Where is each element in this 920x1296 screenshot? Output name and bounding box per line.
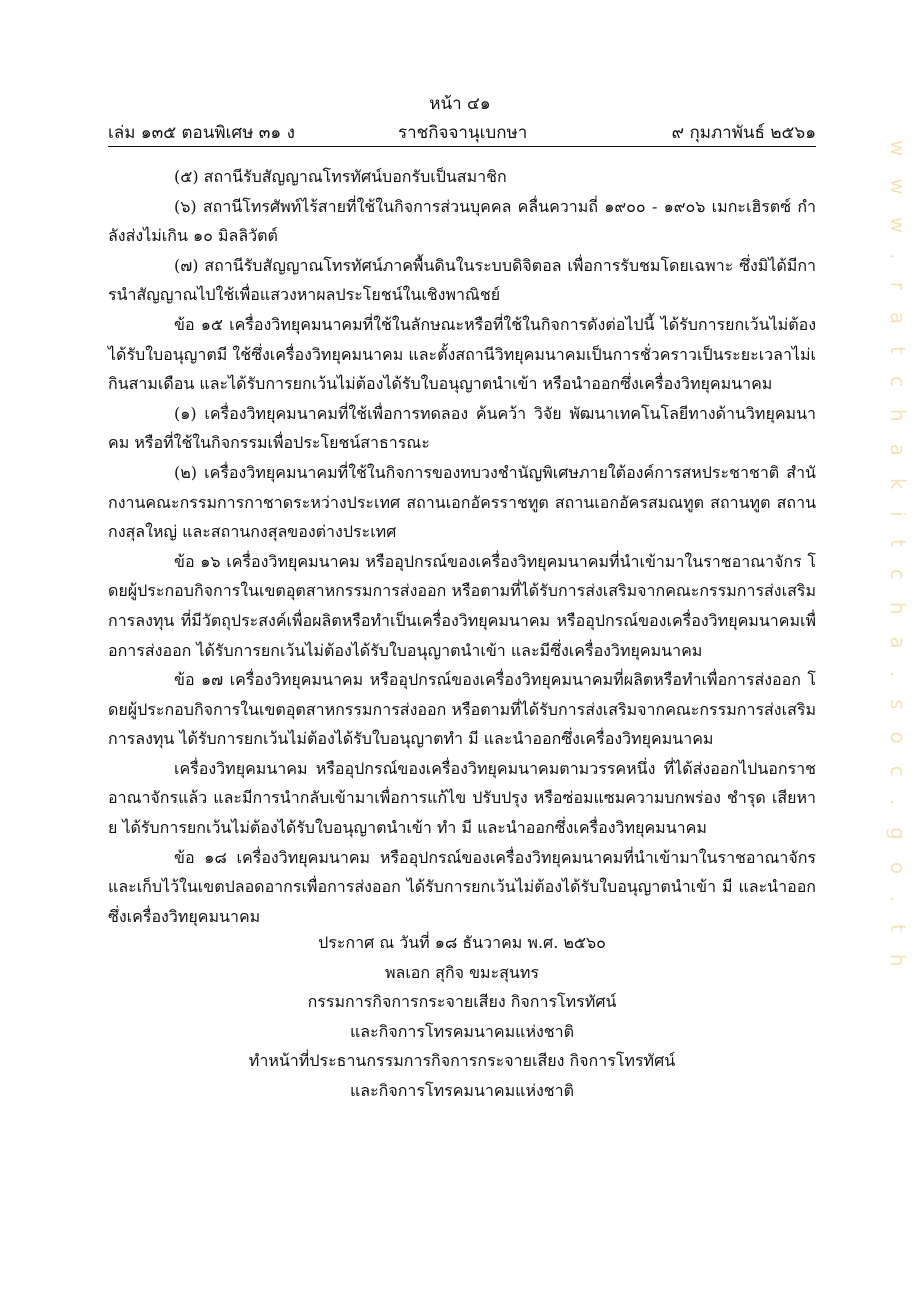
paragraph: (๖) สถานีโทรศัพท์ไร้สายที่ใช้ในกิจการส่วนบุคคล คลื่นความถี่ ๑๙๐๐ - ๑๙๐๖ เมกะเฮิรตซ์ กำลังส่งไม่เกิน ๑๐ มิลลิวัตต์: [108, 196, 816, 246]
gazette-header: [108, 119, 816, 143]
website-watermark: www.ratchakitcha.soc.go.th: [886, 140, 910, 989]
paragraph: ข้อ ๑๖ เครื่องวิทยุคมนาคม หรืออุปกรณ์ของเครื่องวิทยุคมนาคมที่นำเข้ามาในราชอาณาจักร โดยผู้ประกอบกิจการในเขตอุตสาหกรรมการส่งออก หรือตามที่ได้รับการส่งเสริมจากคณะกรรมการส่งเสริมการลงทุน ที่มีวัตถุประสงค์เพื่อผลิตหรือทำเป็นเครื่องวิทยุคมนาคม หรืออุปกรณ์ของเครื่องวิทยุคมนาคมเพื่อการส่งออก ได้รับการยกเว้นไม่ต้องได้รับใบอนุญาตนำเข้า และมีซึ่งเครื่องวิทยุคมนาคม: [108, 551, 816, 660]
signatory-name: พลเอก สุกิจ ขมะสุนทร: [384, 962, 540, 982]
paragraph: เครื่องวิทยุคมนาคม หรืออุปกรณ์ของเครื่องวิทยุคมนาคมตามวรรคหนึ่ง ที่ได้ส่งออกไปนอกราชอาณาจักรแล้ว และมีการนำกลับเข้ามาเพื่อการแก้ไข ปรับปรุง หรือซ่อมแซมความบกพร่อง ชำรุด เสียหาย ได้รับการยกเว้นไม่ต้องได้รับใบอนุญาตนำเข้า ทำ มี และนำออกซึ่งเครื่องวิทยุคมนาคม: [108, 758, 816, 838]
signatory-title: และกิจการโทรคมนาคมแห่งชาติ: [349, 1021, 575, 1041]
signature-block: [108, 928, 816, 1106]
paragraph: (๑) เครื่องวิทยุคมนาคมที่ใช้เพื่อการทดลอง ค้นคว้า วิจัย พัฒนาเทคโนโลยีทางด้านวิทยุคมนาคม หรือที่ใช้ในกิจกรรมเพื่อประโยชน์สาธารณะ: [108, 403, 816, 453]
signatory-title: กรรมการกิจการกระจายเสียง กิจการโทรทัศน์: [307, 992, 617, 1012]
page-number: หน้า ๔๑: [429, 94, 491, 114]
paragraph: (๒) เครื่องวิทยุคมนาคมที่ใช้ในกิจการของทบวงชำนัญพิเศษภายใต้องค์การสหประชาชาติ สำนักงานคณะกรรมการกาชาดระหว่างประเทศ สถานเอกอัครราชทูต สถานเอกอัครสมณทูต สถานทูต สถานกงสุลใหญ่ และสถานกงสุลของต่างประเทศ: [108, 462, 816, 542]
signatory-title: ทำหน้าที่ประธานกรรมการกิจการกระจายเสียง กิจการโทรทัศน์: [248, 1051, 676, 1071]
header-rule: [108, 146, 816, 147]
paragraph: ข้อ ๑๕ เครื่องวิทยุคมนาคมที่ใช้ในลักษณะหรือที่ใช้ในกิจการดังต่อไปนี้ ได้รับการยกเว้นไม่ต้องได้รับใบอนุญาตมี ใช้ซึ่งเครื่องวิทยุคมนาคม และตั้งสถานีวิทยุคมนาคมเป็นการชั่วคราวเป็นระยะเวลาไม่เกินสามเดือน และได้รับการยกเว้นไม่ต้องได้รับใบอนุญาตนำเข้า หรือนำออกซึ่งเครื่องวิทยุคมนาคม: [108, 314, 816, 394]
document-body: [108, 162, 816, 931]
paragraph: ข้อ ๑๗ เครื่องวิทยุคมนาคม หรืออุปกรณ์ของเครื่องวิทยุคมนาคมที่ผลิตหรือทำเพื่อการส่งออก โดยผู้ประกอบกิจการในเขตอุตสาหกรรมการส่งออก หรือตามที่ได้รับการส่งเสริมจากคณะกรรมการส่งเสริมการลงทุน ได้รับการยกเว้นไม่ต้องได้รับใบอนุญาตทำ มี และนำออกซึ่งเครื่องวิทยุคมนาคม: [108, 670, 816, 749]
volume-issue: เล่ม ๑๓๕ ตอนพิเศษ ๓๑ ง: [108, 123, 295, 143]
publication-date: ๙ กุมภาพันธ์ ๒๕๖๑: [671, 123, 816, 143]
paragraph: ข้อ ๑๘ เครื่องวิทยุคมนาคม หรืออุปกรณ์ของเครื่องวิทยุคมนาคมที่นำเข้ามาในราชอาณาจักร และเก็บไว้ในเขตปลอดอากรเพื่อการส่งออก ได้รับการยกเว้นไม่ต้องได้รับใบอนุญาตนำเข้า มี และนำออกซึ่งเครื่องวิทยุคมนาคม: [108, 847, 816, 926]
announcement-date: ประกาศ ณ วันที่ ๑๘ ธันวาคม พ.ศ. ๒๕๖๐: [318, 933, 606, 952]
paragraph: (๗) สถานีรับสัญญาณโทรทัศน์ภาคพื้นดินในระบบดิจิตอล เพื่อการรับชมโดยเฉพาะ ซึ่งมิได้มีการนำสัญญาณไปใช้เพื่อแสวงหาผลประโยชน์ในเชิงพาณิชย์: [108, 255, 816, 305]
paragraph: (๕) สถานีรับสัญญาณโทรทัศน์บอกรับเป็นสมาชิก: [174, 167, 507, 186]
signatory-title: และกิจการโทรคมนาคมแห่งชาติ: [349, 1080, 575, 1100]
publication-name: ราชกิจจานุเบกษา: [398, 123, 528, 143]
